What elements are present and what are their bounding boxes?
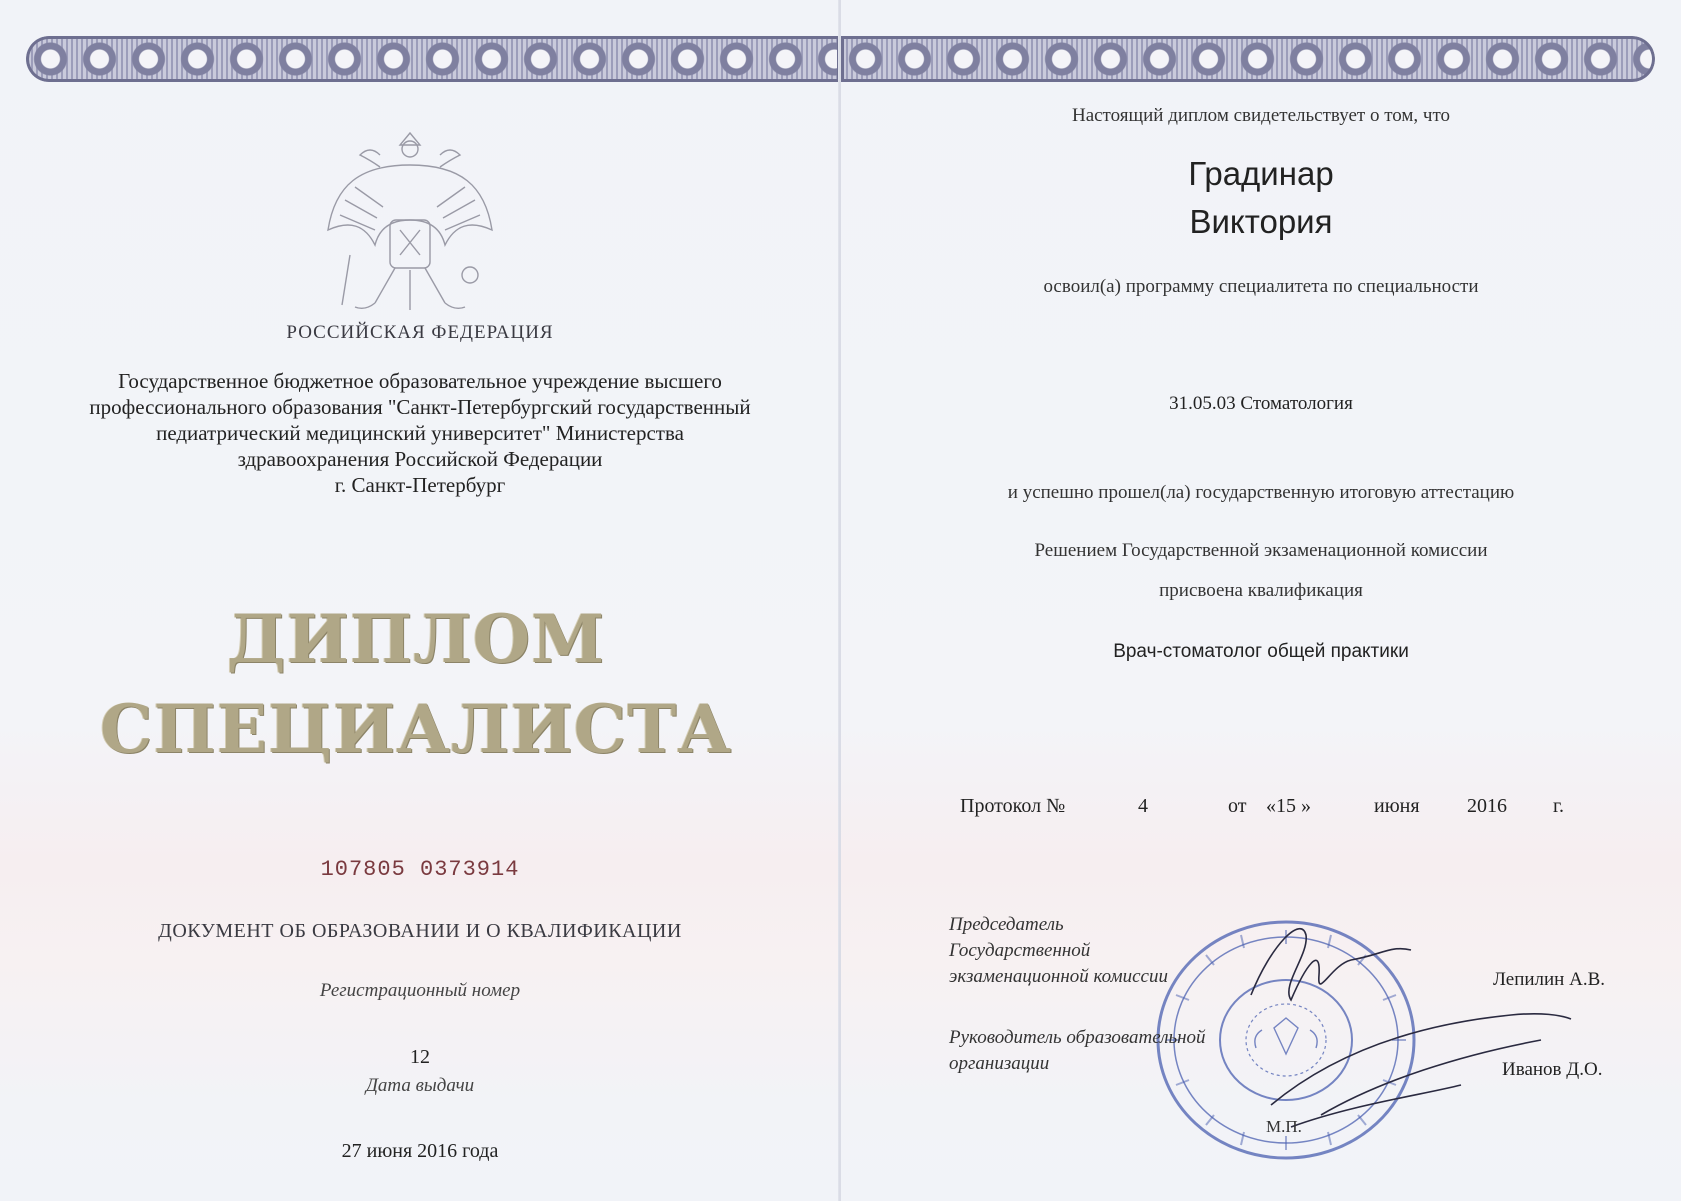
protocol-year: 2016: [1467, 795, 1507, 817]
institution-line: педиатрический медицинский университет" Министерства: [156, 421, 684, 445]
commission-decision: Решением Государственной экзаменационной комиссии: [1034, 540, 1488, 561]
seal-mark: М.П.: [1266, 1117, 1302, 1136]
head-name: Иванов Д.О.: [1502, 1059, 1603, 1080]
country-name: РОССИЙСКАЯ ФЕДЕРАЦИЯ: [286, 322, 554, 343]
issue-date: 27 июня 2016 года: [341, 1140, 499, 1162]
attestation-statement: и успешно прошел(ла) государственную итоговую аттестацию: [1007, 482, 1515, 503]
chairman-name: Лепилин А.В.: [1493, 969, 1605, 990]
left-page: [0, 0, 840, 1201]
issue-date-label: Дата выдачи: [365, 1075, 475, 1096]
handwritten-signatures: [1211, 905, 1581, 1145]
serial-number: 107805 0373914: [320, 857, 520, 882]
protocol-label: Протокол №: [960, 795, 1066, 817]
chairman-role-line: Председатель: [949, 914, 1064, 935]
coat-of-arms-emblem: [320, 125, 500, 320]
chairman-role: [949, 912, 1168, 990]
protocol-number: 4: [1138, 795, 1148, 817]
protocol-from: от: [1228, 795, 1247, 817]
head-role-line: организации: [949, 1053, 1050, 1074]
chairman-role-line: экзаменационной комиссии: [949, 966, 1168, 987]
diploma-title: ДИПЛОМ: [226, 600, 606, 678]
registration-label: Регистрационный номер: [319, 980, 521, 1001]
institution-line: Государственное бюджетное образовательное учреждение высшего: [118, 369, 722, 393]
qualification-awarded: присвоена квалификация: [1159, 580, 1363, 601]
protocol-month: июня: [1374, 795, 1420, 817]
right-page: [841, 0, 1681, 1201]
specialty: 31.05.03 Стоматология: [1169, 393, 1353, 414]
program-statement: освоил(а) программу специалитета по специальности: [1043, 276, 1479, 297]
diploma-subtitle: СПЕЦИАЛИСТА: [99, 690, 733, 768]
institution-name: [0, 368, 840, 498]
graduate-name: Виктория: [1189, 203, 1333, 240]
institution-line: г. Санкт-Петербург: [334, 473, 506, 497]
protocol-year-suffix: г.: [1553, 795, 1564, 817]
institution-line: здравоохранения Российской Федерации: [237, 447, 603, 471]
qualification: Врач-стоматолог общей практики: [1113, 641, 1409, 662]
chairman-role-line: Государственной: [949, 940, 1091, 961]
head-role: [949, 1025, 1206, 1077]
document-type: ДОКУМЕНТ ОБ ОБРАЗОВАНИИ И О КВАЛИФИКАЦИИ: [158, 920, 682, 942]
guilloche-border: [841, 36, 1655, 82]
certify-intro: Настоящий диплом свидетельствует о том, что: [1071, 105, 1451, 126]
guilloche-border: [26, 36, 840, 82]
registration-number: 12: [410, 1046, 430, 1068]
head-role-line: Руководитель образовательной: [949, 1027, 1206, 1048]
graduate-surname: Градинар: [1188, 155, 1334, 192]
protocol-day: «15 »: [1266, 795, 1311, 817]
institution-line: профессионального образования "Санкт-Петербургский государственный: [89, 395, 751, 419]
